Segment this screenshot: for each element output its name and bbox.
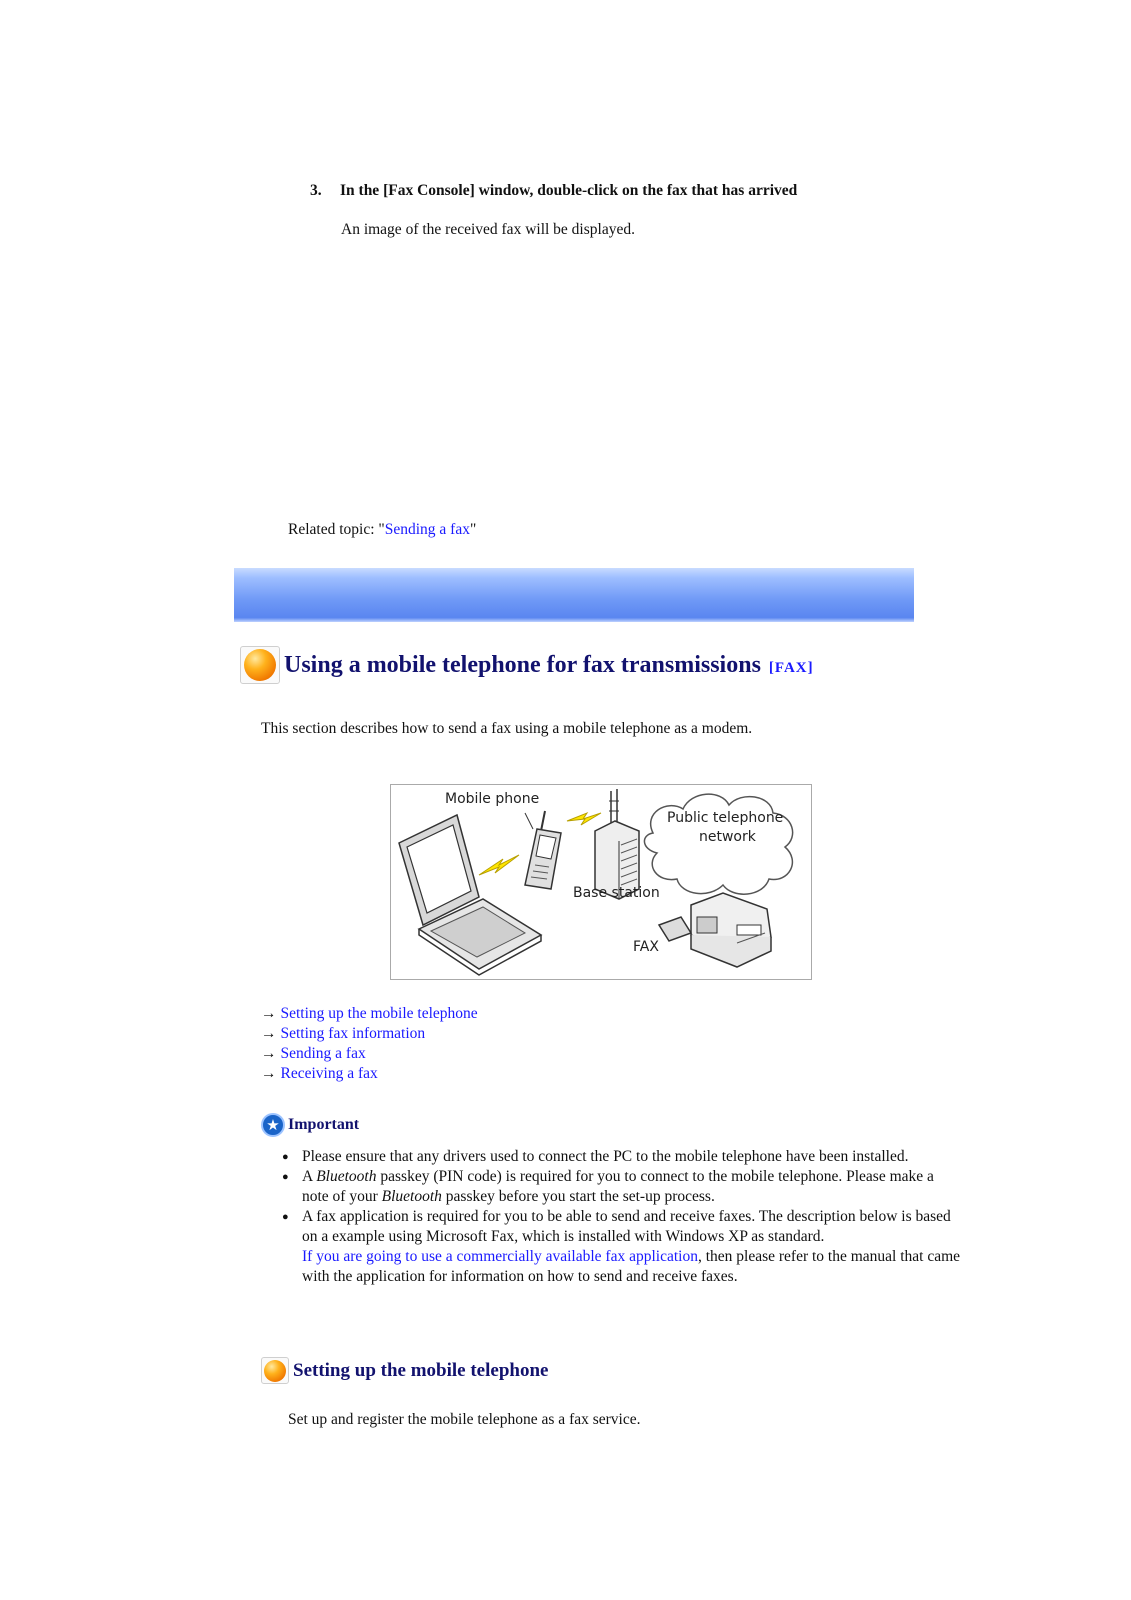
- label-base-station: Base station: [573, 885, 660, 901]
- link-setting-up-mobile[interactable]: Setting up the mobile telephone: [280, 1005, 478, 1022]
- label-public-network-1: Public telephone: [667, 810, 784, 826]
- list-item: ● A Bluetooth passkey (PIN code) is required for you to connect to the mobile telephone. Please make a note of your Bluetooth passkey before you start the set-up process.: [302, 1167, 962, 1207]
- important-label: Important: [288, 1116, 360, 1133]
- label-mobile-phone: Mobile phone: [445, 791, 540, 807]
- lightning-bolt-1: [479, 855, 519, 875]
- setup-description: Set up and register the mobile telephone as a fax service.: [288, 1411, 641, 1428]
- label-fax: FAX: [633, 939, 659, 955]
- link-row: → Setting up the mobile telephone: [261, 1005, 478, 1022]
- link-receiving-fax[interactable]: Receiving a fax: [280, 1065, 378, 1082]
- network-diagram: [390, 784, 812, 980]
- related-topic: Related topic: "Sending a fax": [288, 521, 477, 538]
- list-item: ● A fax application is required for you to be able to send and receive faxes. The description below is based on a example using Microsoft Fax, which is installed with Windows XP as standard. If you are going to use a commercially available fax application, then please refer to the manual that came with the application for information on how to send and receive faxes.: [302, 1207, 962, 1287]
- link-row: → Sending a fax: [261, 1045, 366, 1062]
- network-diagram-svg: [391, 785, 811, 979]
- star-icon: ★: [261, 1113, 285, 1137]
- step-title-text: In the [Fax Console] window, double-click on the fax that has arrived: [340, 182, 798, 199]
- link-setting-fax-info[interactable]: Setting fax information: [280, 1025, 426, 1042]
- section-heading: [240, 645, 814, 685]
- related-link-sending-fax[interactable]: Sending a fax: [384, 521, 470, 538]
- section-tag: [FAX]: [768, 659, 814, 676]
- topic-links: [261, 1004, 478, 1084]
- link-commercial-fax-app[interactable]: If you are going to use a commercially available fax application: [302, 1248, 698, 1265]
- setup-title: Setting up the mobile telephone: [293, 1359, 549, 1381]
- section-title: Using a mobile telephone for fax transmissions: [284, 651, 761, 678]
- link-sending-fax[interactable]: Sending a fax: [280, 1045, 366, 1062]
- important-list: [282, 1147, 962, 1287]
- link-row: → Receiving a fax: [261, 1065, 378, 1082]
- fax-machine-icon: [659, 893, 771, 967]
- orange-orb-icon: [240, 646, 280, 684]
- list-item: ● Please ensure that any drivers used to connect the PC to the mobile telephone have been installed.: [302, 1147, 962, 1167]
- step-number: 3.: [310, 182, 322, 199]
- section-intro: This section describes how to send a fax using a mobile telephone as a modem.: [261, 720, 753, 737]
- laptop-icon: [399, 815, 541, 975]
- base-station-icon: [595, 789, 639, 899]
- orange-orb-icon: [261, 1357, 289, 1384]
- step-description: An image of the received fax will be displayed.: [341, 221, 635, 238]
- step-title: [310, 182, 797, 200]
- label-public-network-2: network: [699, 829, 756, 845]
- important-heading: [261, 1113, 359, 1137]
- setup-heading: [261, 1357, 548, 1384]
- lightning-bolt-2: [567, 813, 601, 825]
- link-row: → Setting fax information: [261, 1025, 426, 1042]
- section-header-band: [234, 568, 914, 622]
